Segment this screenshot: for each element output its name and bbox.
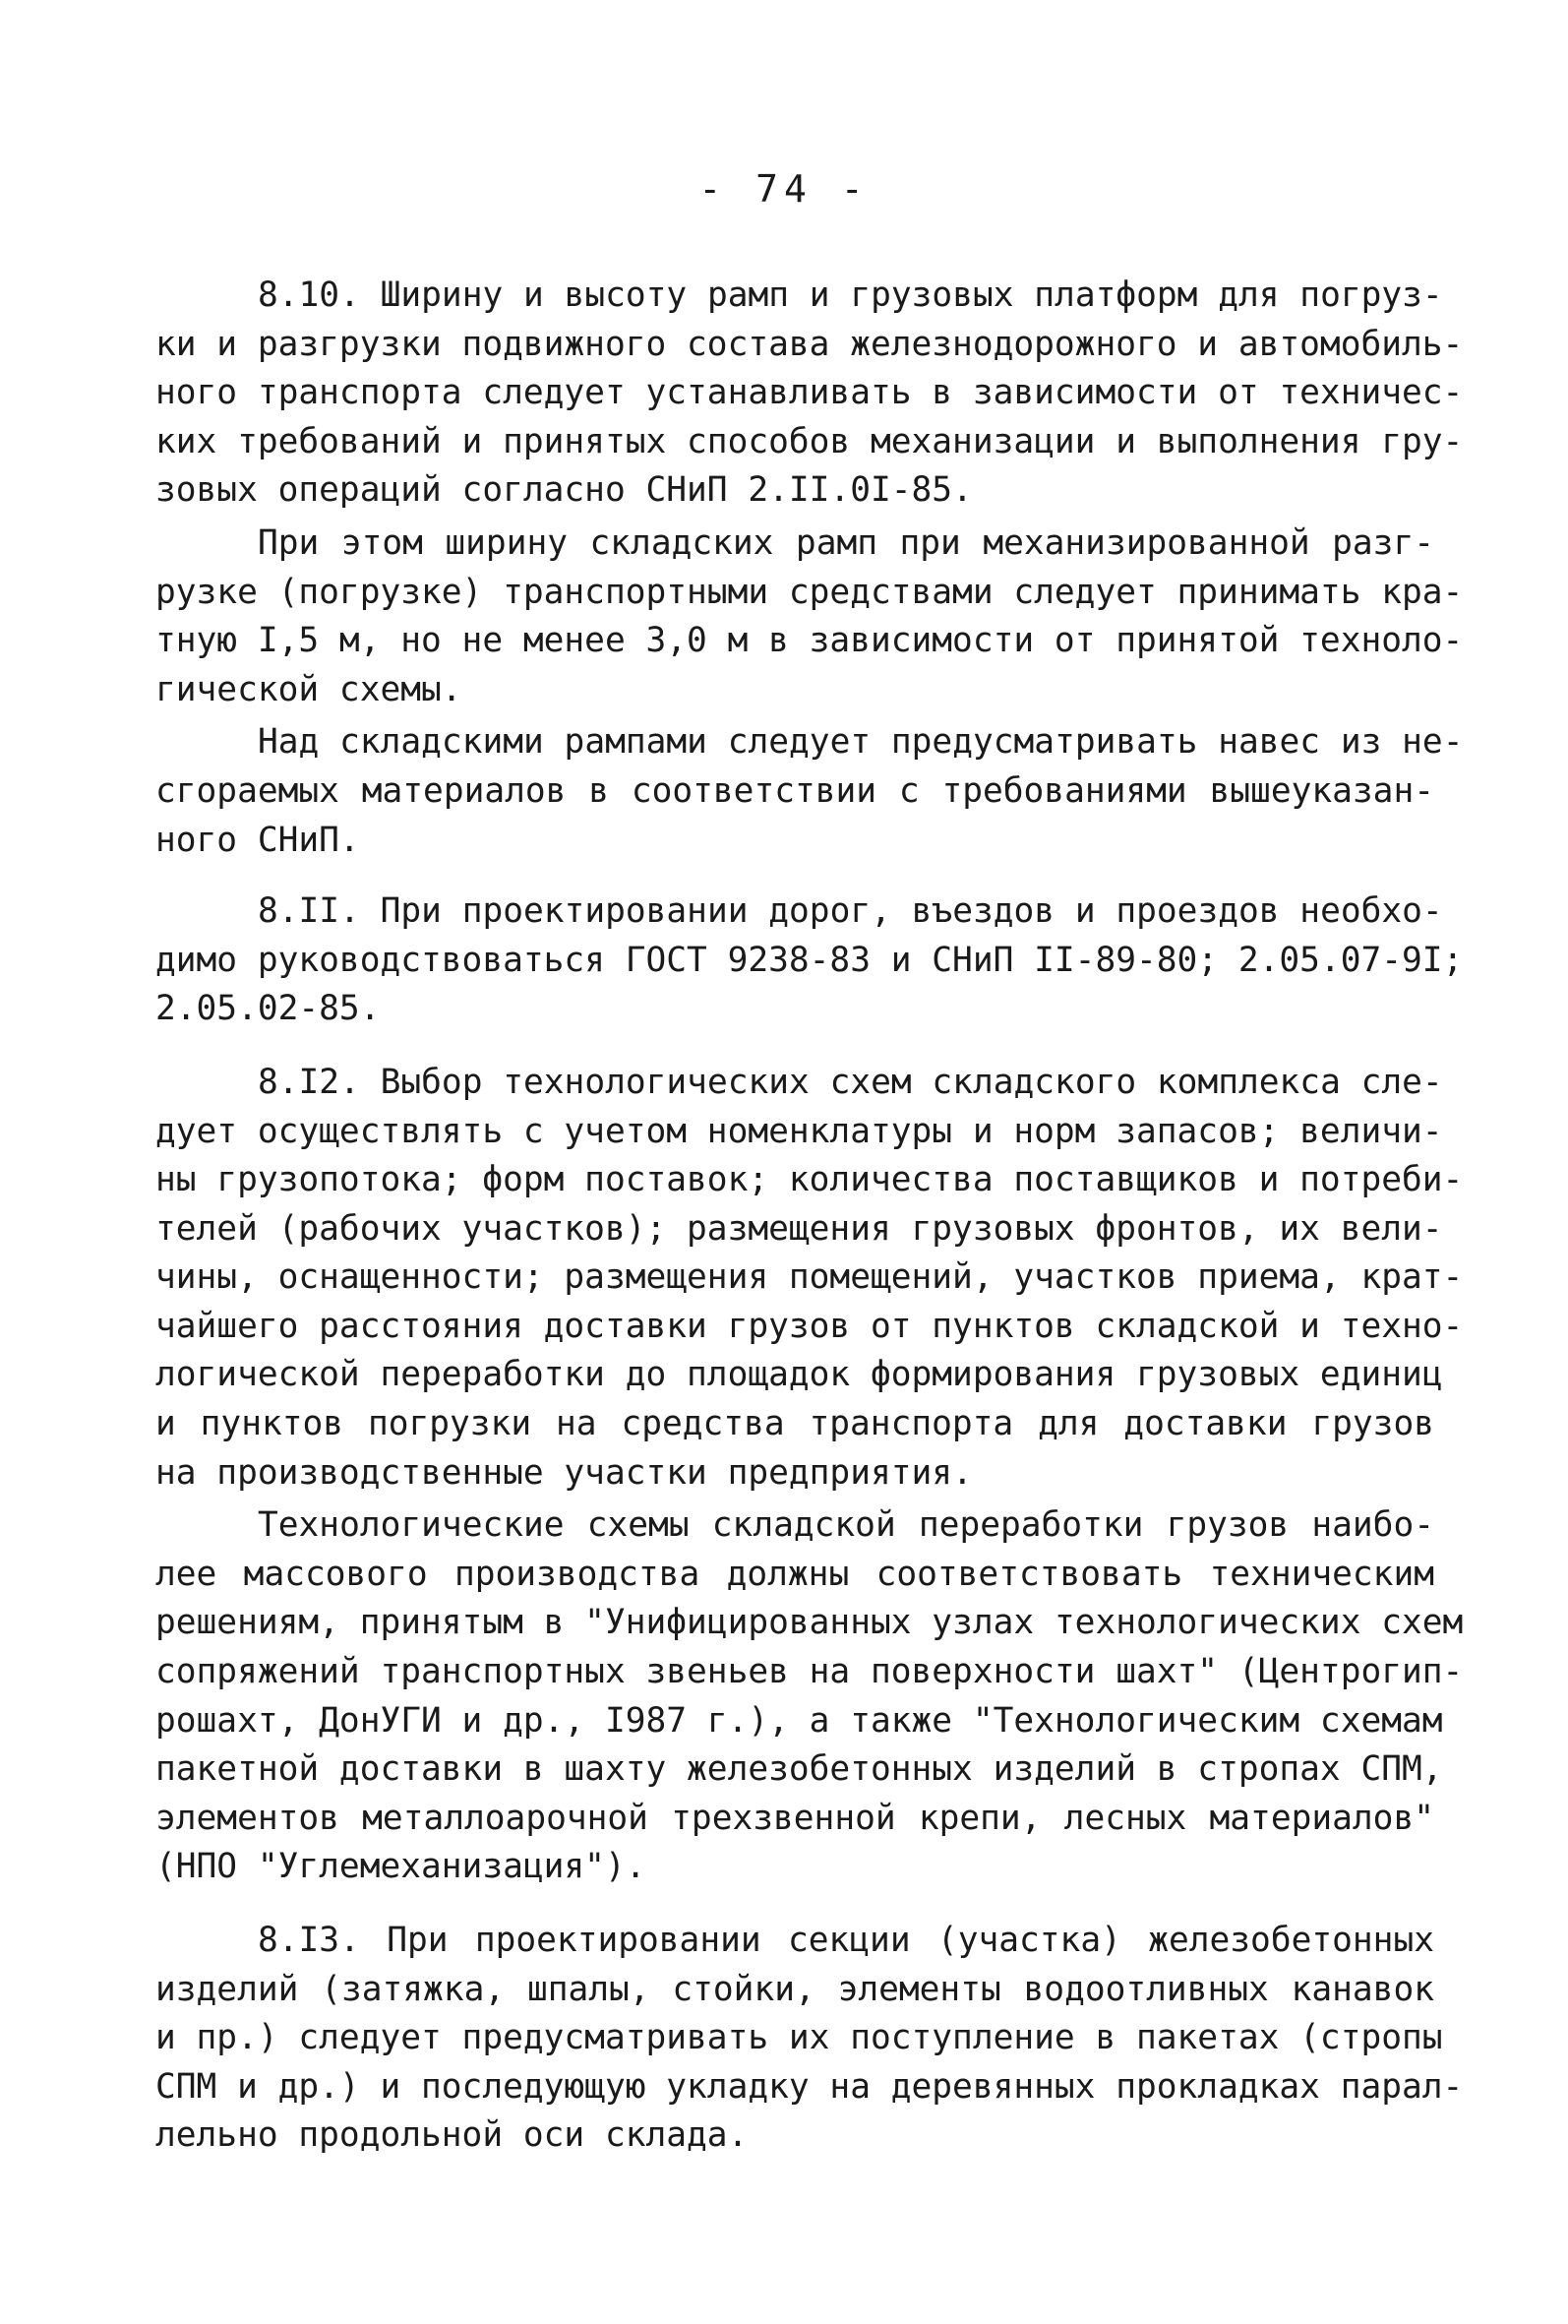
text-line: При этом ширину складских рамп при механизированной разг- xyxy=(258,522,1434,563)
text-line: димо руководствоваться ГОСТ 9238-83 и СНиП II-89-80; 2.05.07-9I; xyxy=(155,940,1464,980)
text-line: ких требований и принятых способов механизации и выполнения гру- xyxy=(155,421,1464,461)
text-line: логической переработки до площадок формирования грузовых единиц xyxy=(155,1355,1443,1395)
text-line: рошахт, ДонУГИ и др., I987 г.), а также "Технологическим схемам xyxy=(155,1700,1443,1741)
text-line: ны грузопотока; форм поставок; количества поставщиков и потреби- xyxy=(155,1160,1464,1200)
text-line: 2.05.02-85. xyxy=(155,989,381,1029)
page-number: - 74 - xyxy=(698,167,870,211)
paragraph-canopy xyxy=(155,718,1464,865)
text-line: Над складскими рампами следует предусматривать навес из не- xyxy=(258,722,1464,763)
text-line: сопряжений транспортных звеньев на поверхности шахт" (Центрогип- xyxy=(155,1652,1464,1692)
text-line: 8.I2. Выбор технологических схем складского комплекса сле- xyxy=(258,1062,1443,1102)
text-line: чины, оснащенности; размещения помещений, участков приема, крат- xyxy=(155,1257,1464,1298)
text-body xyxy=(155,272,1464,2161)
text-line: лельно продольной оси склада. xyxy=(155,2115,749,2156)
text-line: Технологические схемы складской переработки грузов наибо- xyxy=(258,1505,1434,1546)
paragraph-8-12 xyxy=(155,1059,1464,1498)
text-line: зовых операций согласно СНиП 2.II.0I-85. xyxy=(155,470,973,511)
paragraph-technological-schemes xyxy=(155,1501,1464,1892)
text-line: 8.10. Ширину и высоту рамп и грузовых платформ для погруз- xyxy=(258,275,1443,315)
text-line: чайшего расстояния доставки грузов от пунктов складской и техно- xyxy=(155,1306,1464,1346)
text-line: ного СНиП. xyxy=(155,820,360,860)
text-line: ки и разгрузки подвижного состава железнодорожного и автомобиль- xyxy=(155,324,1464,364)
text-line: 8.II. При проектировании дорог, въездов и проездов необхо- xyxy=(258,891,1443,932)
text-line: 8.I3. При проектировании секции (участка) железобетонных xyxy=(258,1921,1434,1960)
text-line: телей (рабочих участков); размещения грузовых фронтов, их вели- xyxy=(155,1208,1443,1249)
text-line: лее массового производства должны соответствовать техническим xyxy=(155,1554,1434,1594)
text-line: СПМ и др.) и последующую укладку на деревянных прокладках парал- xyxy=(155,2066,1464,2107)
text-line: элементов металлоарочной трехзвенной крепи, лесных материалов" xyxy=(155,1798,1434,1838)
text-line: сгораемых материалов в соответствии с требованиями вышеуказан- xyxy=(155,770,1434,811)
text-line: и пунктов погрузки на средства транспорта для доставки грузов xyxy=(155,1404,1434,1444)
text-line: на производственные участки предприятия. xyxy=(155,1452,973,1493)
text-line: тную I,5 м, но не менее 3,0 м в зависимости от принятой техноло- xyxy=(155,621,1464,661)
paragraph-8-10 xyxy=(155,272,1464,516)
text-line: ного транспорта следует устанавливать в зависимости от техничес- xyxy=(155,373,1464,413)
paragraph-8-11 xyxy=(155,887,1464,1034)
text-line: решениям, принятым в "Унифицированных узлах технологических схем xyxy=(155,1603,1464,1643)
text-line: гической схемы. xyxy=(155,669,462,709)
paragraph-ramp-width xyxy=(155,520,1464,714)
text-line: изделий (затяжка, шпалы, стойки, элементы водоотливных канавок xyxy=(155,1969,1434,2009)
paragraph-8-13 xyxy=(155,1917,1464,2161)
text-line: (НПО "Углемеханизация"). xyxy=(155,1847,646,1887)
text-line: дует осуществлять с учетом номенклатуры и норм запасов; величи- xyxy=(155,1111,1443,1151)
text-line: пакетной доставки в шахту железобетонных изделий в стропах СПМ, xyxy=(155,1749,1443,1790)
text-line: рузке (погрузке) транспортными средствами следует принимать кра- xyxy=(155,572,1464,612)
text-line: и пр.) следует предусматривать их поступление в пакетах (стропы xyxy=(155,2018,1443,2058)
